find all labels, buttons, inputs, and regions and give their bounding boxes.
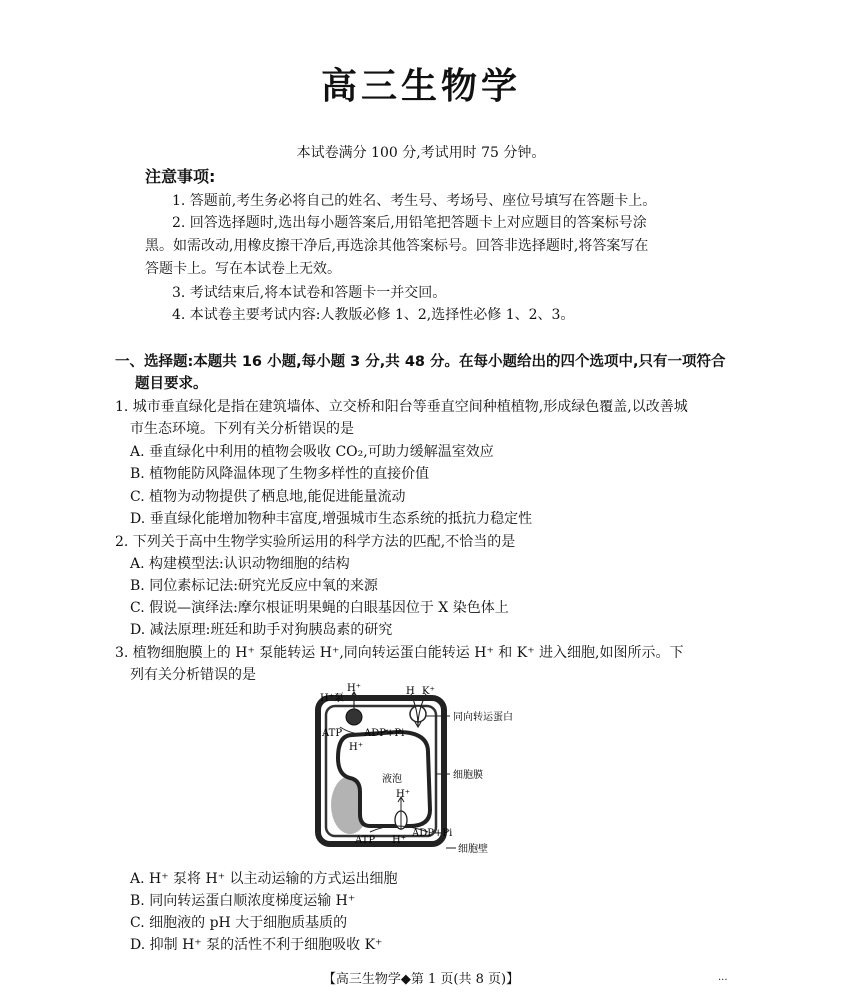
adp-top-label: ADP+Pi bbox=[364, 728, 405, 739]
h-top-label: H⁺ bbox=[347, 683, 361, 694]
notice-line: 3. 考试结束后,将本试卷和答题卡一并交回。 bbox=[172, 285, 447, 301]
wall-label: 细胞壁 bbox=[458, 844, 488, 855]
question-stem: 3. 植物细胞膜上的 H⁺ 泵能转运 H⁺,同向转运蛋白能转运 H⁺ 和 K⁺ 进入细胞,如图所示。下 bbox=[115, 645, 684, 661]
section-instruction: 一、选择题:本题共 16 小题,每小题 3 分,共 48 分。在每小题给出的四个选项中,只有一项符合 bbox=[115, 354, 726, 370]
option-c: C. 细胞液的 pH 大于细胞质基质的 bbox=[130, 915, 348, 931]
atp-top-label: ATP bbox=[322, 728, 343, 739]
option-a: A. 构建模型法:认识动物细胞的结构 bbox=[130, 556, 350, 572]
page-title: 高三生物学 bbox=[320, 66, 521, 107]
question-stem: 市生态环境。下列有关分析错误的是 bbox=[130, 421, 354, 437]
notice-line: 1. 答题前,考生务必将自己的姓名、考生号、考场号、座位号填写在答题卡上。 bbox=[172, 193, 657, 209]
pump-label: H⁺泵 bbox=[320, 693, 344, 704]
notice-line: 2. 回答选择题时,选出每小题答案后,用铅笔把答题卡上对应题目的答案标号涂 bbox=[172, 215, 647, 231]
option-a: A. 垂直绿化中利用的植物会吸收 CO₂,可助力缓解温室效应 bbox=[130, 444, 494, 460]
membrane-label: 细胞膜 bbox=[453, 770, 483, 781]
symporter-k-label: K⁺ bbox=[422, 686, 435, 697]
notice-line: 黑。如需改动,用橡皮擦干净后,再选涂其他答案标号。回答非选择题时,将答案写在 bbox=[145, 238, 649, 254]
adp-bottom-label: ADP+Pi bbox=[412, 828, 453, 839]
corner-mark: ... bbox=[718, 972, 728, 983]
option-b: B. 植物能防风降温体现了生物多样性的直接价值 bbox=[130, 466, 430, 482]
h-bottom-label: H⁺ bbox=[392, 835, 406, 846]
option-c: C. 植物为动物提供了栖息地,能促进能量流动 bbox=[130, 489, 406, 505]
h-below-pump-label: H⁺ bbox=[349, 742, 363, 753]
section-instruction-cont: 题目要求。 bbox=[135, 376, 208, 392]
option-b: B. 同向转运蛋白顺浓度梯度运输 H⁺ bbox=[130, 893, 356, 909]
option-b: B. 同位素标记法:研究光反应中氧的来源 bbox=[130, 578, 378, 594]
exam-info: 本试卷满分 100 分,考试用时 75 分钟。 bbox=[296, 145, 546, 161]
symporter-label: 同向转运蛋白 bbox=[453, 712, 513, 723]
notice-line: 答题卡上。写在本试卷上无效。 bbox=[145, 261, 341, 277]
atp-bottom-label: ATP bbox=[355, 835, 376, 846]
notice-line: 4. 本试卷主要考试内容:人教版必修 1、2,选择性必修 1、2、3。 bbox=[172, 307, 575, 323]
option-c: C. 假说—演绎法:摩尔根证明果蝇的白眼基因位于 X 染色体上 bbox=[130, 600, 509, 616]
symporter-h-label: H bbox=[406, 686, 415, 697]
option-d: D. 减法原理:班廷和助手对狗胰岛素的研究 bbox=[130, 622, 393, 638]
question-stem: 2. 下列关于高中生物学实验所运用的科学方法的匹配,不恰当的是 bbox=[115, 534, 516, 550]
option-d: D. 抑制 H⁺ 泵的活性不利于细胞吸收 K⁺ bbox=[130, 937, 383, 953]
question-stem: 1. 城市垂直绿化是指在建筑墙体、立交桥和阳台等垂直空间种植植物,形成绿色覆盖,以改善城 bbox=[115, 399, 688, 415]
h-vacuole-label: H⁺ bbox=[396, 789, 410, 800]
page-footer: 【高三生物学◆第 1 页(共 8 页)】 bbox=[322, 972, 520, 987]
option-d: D. 垂直绿化能增加物种丰富度,增强城市生态系统的抵抗力稳定性 bbox=[130, 511, 533, 527]
cell-transport-diagram bbox=[300, 680, 540, 860]
notice-heading: 注意事项: bbox=[145, 167, 216, 186]
option-a: A. H⁺ 泵将 H⁺ 以主动运输的方式运出细胞 bbox=[130, 871, 398, 887]
h-pump-shape bbox=[346, 709, 362, 725]
vacuole-label: 液泡 bbox=[382, 774, 402, 785]
question-stem: 列有关分析错误的是 bbox=[130, 667, 256, 683]
